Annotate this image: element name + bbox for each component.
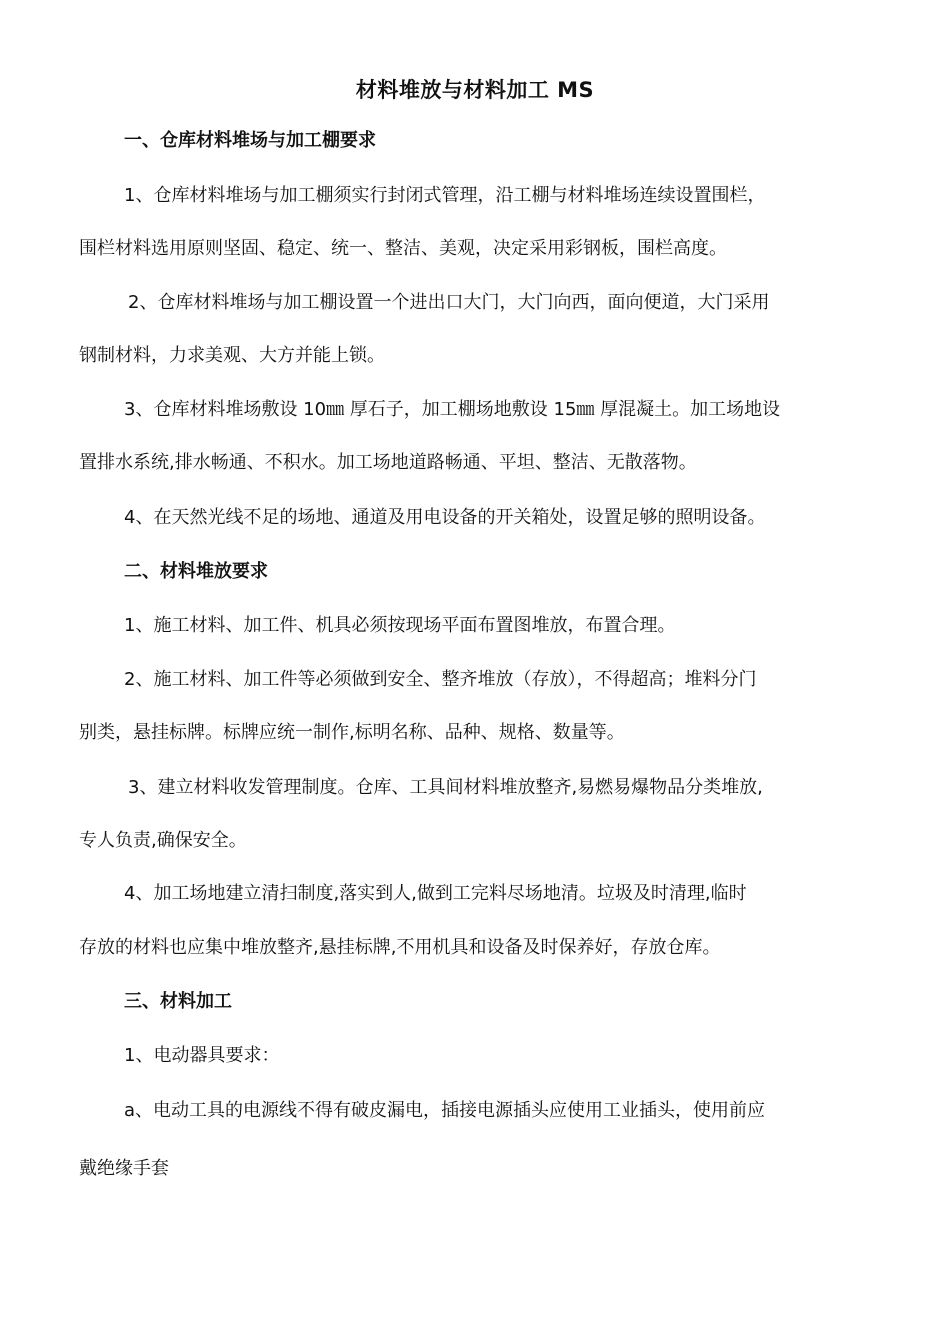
paragraph-line: 1、电动器具要求： <box>124 1045 280 1066</box>
section-heading-warehouse: 一、仓库材料堆场与加工棚要求 <box>124 130 376 151</box>
paragraph-line: 专人负责,确保安全。 <box>79 830 247 851</box>
paragraph-line: 1、仓库材料堆场与加工棚须实行封闭式管理，沿工棚与材料堆场连续设置围栏， <box>124 185 766 206</box>
paragraph-line: 1、施工材料、加工件、机具必须按现场平面布置图堆放，布置合理。 <box>124 615 676 636</box>
paragraph-line: 存放的材料也应集中堆放整齐,悬挂标牌,不用机具和设备及时保养好，存放仓库。 <box>79 937 721 958</box>
section-heading-stacking: 二、材料堆放要求 <box>124 561 268 582</box>
paragraph-line: 4、在天然光线不足的场地、通道及用电设备的开关箱处，设置足够的照明设备。 <box>124 507 766 528</box>
paragraph-line: 2、施工材料、加工件等必须做到安全、整齐堆放（存放），不得超高；堆料分门 <box>124 669 757 690</box>
paragraph-line: a、电动工具的电源线不得有破皮漏电，插接电源插头应使用工业插头，使用前应 <box>124 1100 766 1121</box>
paragraph-line: 围栏材料选用原则坚固、稳定、统一、整洁、美观，决定采用彩钢板，围栏高度。 <box>79 238 727 259</box>
paragraph-line: 别类，悬挂标牌。标牌应统一制作,标明名称、品种、规格、数量等。 <box>79 722 625 743</box>
paragraph-line: 戴绝缘手套 <box>79 1158 169 1179</box>
document-title: 材料堆放与材料加工 MS <box>355 78 595 102</box>
paragraph-line: 置排水系统,排水畅通、不积水。加工场地道路畅通、平坦、整洁、无散落物。 <box>79 452 697 473</box>
paragraph-line: 4、加工场地建立清扫制度,落实到人,做到工完料尽场地清。垃圾及时清理,临时 <box>124 883 747 904</box>
section-heading-processing: 三、材料加工 <box>124 991 232 1012</box>
paragraph-line: 3、仓库材料堆场敷设 10㎜ 厚石子，加工棚场地敷设 15㎜ 厚混凝土。加工场地设 <box>124 399 781 420</box>
paragraph-line: 3、建立材料收发管理制度。仓库、工具间材料堆放整齐,易燃易爆物品分类堆放, <box>128 777 763 798</box>
paragraph-line: 钢制材料，力求美观、大方并能上锁。 <box>79 345 385 366</box>
paragraph-line: 2、仓库材料堆场与加工棚设置一个进出口大门，大门向西，面向便道，大门采用 <box>128 292 770 313</box>
